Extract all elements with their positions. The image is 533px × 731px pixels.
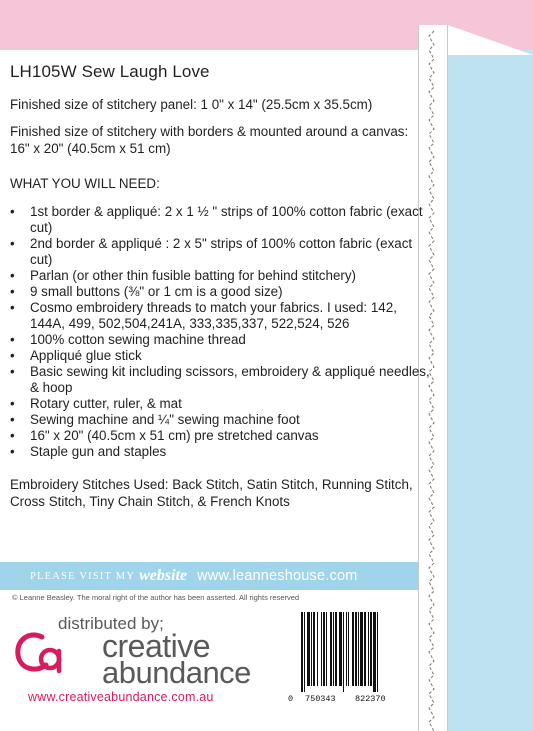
creative-abundance-logo-icon xyxy=(12,627,68,677)
list-item: • 100% cotton sewing machine thread xyxy=(10,332,430,348)
pattern-info xyxy=(10,62,430,510)
list-item: • Basic sewing kit including scissors, embroidery & appliqué needles, & hoop xyxy=(10,364,430,396)
list-item: • Staple gun and staples xyxy=(10,444,430,460)
list-item: • Rotary cutter, ruler, & mat xyxy=(10,396,430,412)
distributor-website-link[interactable]: www.creativeabundance.com.au xyxy=(28,690,214,704)
list-item: • 1st border & appliqué: 2 x 1 ½ " strips of 100% cotton fabric (exact cut) xyxy=(10,204,430,236)
barcode-digit-lead: 0 xyxy=(288,694,294,704)
list-item: • Cosmo embroidery threads to match your fabrics. I used: 142, 144A, 499, 502,504,241A, 333,335,337, 522,524, 526 xyxy=(10,300,430,332)
visit-website-bar xyxy=(0,562,418,590)
barcode-icon xyxy=(295,612,407,692)
logo-word-abundance: abundance xyxy=(102,655,251,690)
distributed-by-label: distributed by; xyxy=(58,614,164,633)
list-item: • Parlan (or other thin fusible batting for behind stitchery) xyxy=(10,268,430,284)
list-item: • 2nd border & appliqué : 2 x 5" strips of 100% cotton fabric (exact cut) xyxy=(10,236,430,268)
list-item: • 16" x 20" (40.5cm x 51 cm) pre stretched canvas xyxy=(10,428,430,444)
finished-canvas-size: Finished size of stitchery with borders & mounted around a canvas: 16" x 20" (40.5cm x 51 cm) xyxy=(10,124,409,156)
copyright-notice: © Leanne Beasley. The moral right of the author has been asserted. All rights reserved xyxy=(12,593,300,602)
list-item: • Appliqué glue stick xyxy=(10,348,430,364)
barcode-digit-left: 750343 xyxy=(305,694,336,704)
barcode xyxy=(287,608,413,720)
website-link[interactable]: www.leanneshouse.com xyxy=(197,568,358,584)
visit-text: PLEASE VISIT MY xyxy=(30,570,136,582)
barcode-digit-right: 822370 xyxy=(355,694,386,704)
needs-list xyxy=(10,204,430,460)
list-item: • Sewing machine and ¼" sewing machine foot xyxy=(10,412,430,428)
stitches-used: Embroidery Stitches Used: Back Stitch, Satin Stitch, Running Stitch, Cross Stitch, Tiny Chain Stitch, & French Knots xyxy=(10,477,413,509)
visit-word: website xyxy=(139,567,188,584)
logo-word-creative: creative xyxy=(102,628,211,664)
pattern-title: LH105W Sew Laugh Love xyxy=(10,62,210,81)
needs-heading: WHAT YOU WILL NEED: xyxy=(10,176,160,191)
finished-panel-size: Finished size of stitchery panel: 1 0" x 14" (25.5cm x 35.5cm) xyxy=(10,97,373,112)
list-item: • 9 small buttons (⅜" or 1 cm is a good size) xyxy=(10,284,430,300)
